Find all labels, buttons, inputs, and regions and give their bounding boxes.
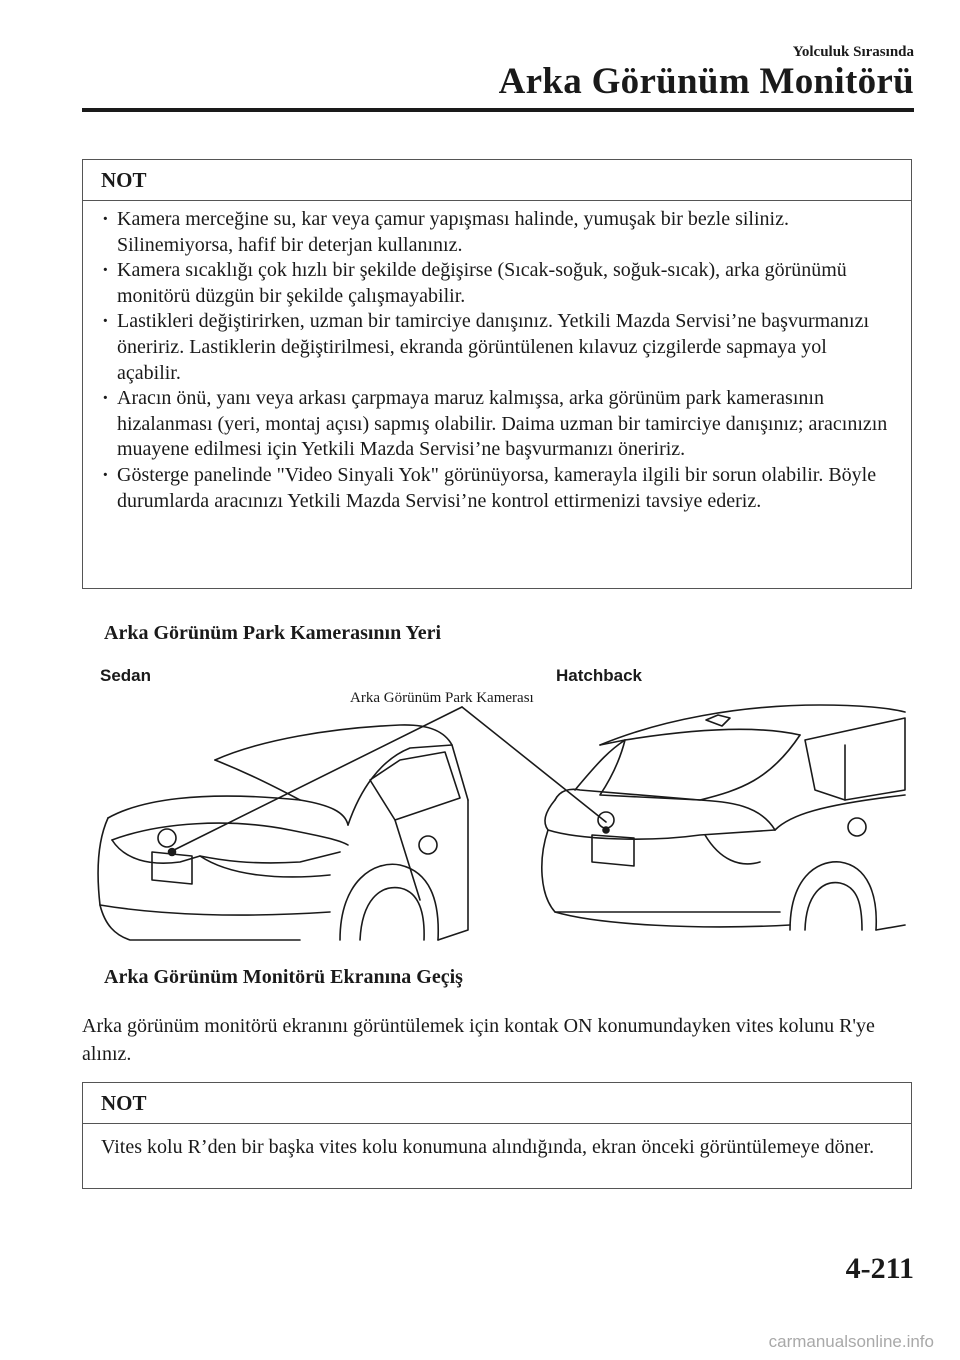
note-heading: NOT: [83, 160, 911, 201]
section-subtitle: Yolculuk Sırasında: [792, 44, 914, 60]
sedan-label: Sedan: [100, 666, 152, 685]
section-heading-camera-location: Arka Görünüm Park Kamerasının Yeri: [104, 622, 442, 644]
page-number: 4-211: [845, 1252, 914, 1285]
section-heading-monitor-switch: Arka Görünüm Monitörü Ekranına Geçiş: [104, 966, 463, 988]
note-item: · Kamera merceğine su, kar veya çamur yapışması halinde, yumuşak bir bezle siliniz. Silinemiyorsa, hafif bir deterjan kullanınız.: [101, 207, 893, 258]
note-body: Vites kolu R’den bir başka vites kolu konumuna alındığında, ekran önceki görüntülemeye döner.: [101, 1136, 875, 1158]
note-box-2: [82, 1082, 912, 1189]
callout-line-hatchback: [462, 707, 606, 822]
note-item: · Aracın önü, yanı veya arkası çarpmaya maruz kalmışsa, arka görünüm park kamerasının hizalanması (yeri, montaj açısı) sapmış olabilir. Daima uzman bir tamirciye danışınız; aracınızın muayene edilmesi için Yetkili Mazda Servisi’ne başvurmanızı öneririz.: [101, 386, 893, 463]
hatchback-drawing: [542, 705, 905, 930]
note-item: · Kamera sıcaklığı çok hızlı bir şekilde değişirse (Sıcak-soğuk, soğuk-sıcak), arka görünümü monitörü düzgün bir şekilde çalışmayabilir.: [101, 258, 893, 309]
body-paragraph: Arka görünüm monitörü ekranını görüntülemek için kontak ON konumundayken vites kolunu R'ye alınız.: [82, 1015, 875, 1065]
page-title: Arka Görünüm Monitörü: [498, 61, 914, 102]
note-heading: NOT: [83, 1083, 911, 1124]
sedan-drawing: [98, 725, 468, 940]
hatchback-label: Hatchback: [556, 666, 642, 685]
watermark: carmanualsonline.info: [768, 1332, 934, 1351]
note-item: · Lastikleri değiştirirken, uzman bir tamirciye danışınız. Yetkili Mazda Servisi’ne başvurmanızı öneririz. Lastiklerin değiştirilmesi, ekranda görüntülenen kılavuz çizgilerde sapmaya yol açabilir.: [101, 309, 893, 386]
note-item: · Gösterge panelinde "Video Sinyali Yok" görünüyorsa, kamerayla ilgili bir sorun olabilir. Böyle durumlarda aracınızı Yetkili Mazda Servisi’ne kontrol ettirmenizi tavsiye ederiz.: [101, 463, 893, 514]
camera-callout-label: Arka Görünüm Park Kamerası: [350, 690, 534, 706]
callout-line-sedan: [172, 707, 462, 851]
